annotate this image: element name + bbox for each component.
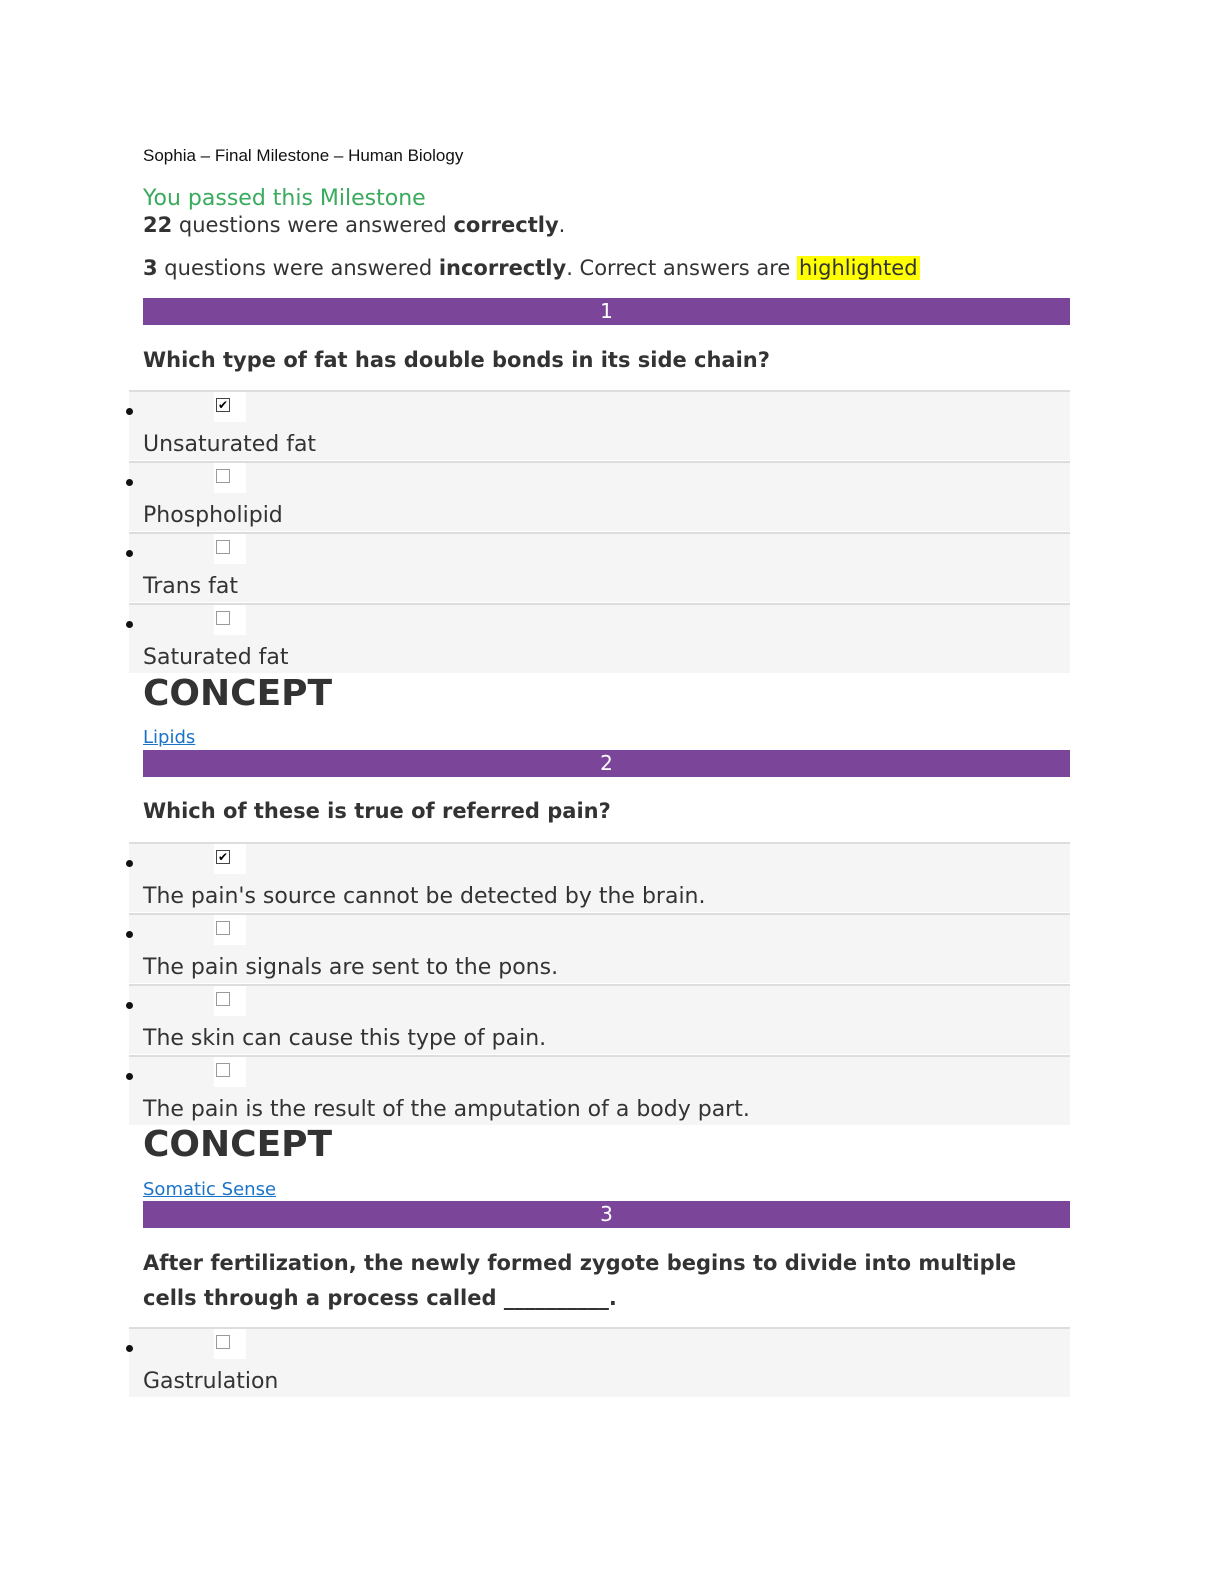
question-number-bar: 3 — [143, 1201, 1070, 1228]
option-label: The pain is the result of the amputation of a body part. — [143, 1097, 750, 1122]
answer-option[interactable] — [129, 461, 1070, 531]
incorrect-mid-text: questions were answered — [157, 256, 439, 280]
checkbox-icon[interactable] — [216, 540, 230, 554]
question-number-bar: 2 — [143, 750, 1070, 777]
answer-option[interactable] — [129, 532, 1070, 602]
bullet-icon — [126, 860, 133, 867]
question-text: Which of these is true of referred pain? — [143, 799, 611, 823]
bullet-icon — [126, 1073, 133, 1080]
option-label: The pain's source cannot be detected by the brain. — [143, 884, 706, 909]
question-number-bar: 1 — [143, 298, 1070, 325]
bullet-icon — [126, 1345, 133, 1352]
correct-count: 22 — [143, 213, 173, 237]
option-label: The pain signals are sent to the pons. — [143, 955, 559, 980]
option-label: Gastrulation — [143, 1369, 279, 1394]
answer-option[interactable] — [129, 984, 1070, 1054]
concept-link-lipids[interactable]: Lipids — [143, 727, 196, 748]
checkbox-icon[interactable] — [216, 1063, 230, 1077]
concept-heading: CONCEPT — [143, 673, 333, 714]
bullet-icon — [126, 1002, 133, 1009]
incorrect-word: incorrectly — [438, 256, 567, 280]
document-title: Sophia – Final Milestone – Human Biology — [143, 146, 464, 165]
checkbox-icon[interactable] — [216, 992, 230, 1006]
answer-option[interactable] — [129, 603, 1070, 673]
passed-message: You passed this Milestone — [143, 186, 426, 211]
checkbox-icon[interactable] — [216, 1335, 230, 1349]
answer-option[interactable] — [129, 913, 1070, 983]
question-text: Which type of fat has double bonds in its side chain? — [143, 348, 770, 372]
checkbox-icon[interactable] — [216, 469, 230, 483]
checkbox-icon[interactable] — [216, 611, 230, 625]
answer-option[interactable] — [129, 1055, 1070, 1125]
incorrect-end-text: . Correct answers are — [566, 256, 797, 280]
checkbox-icon[interactable] — [216, 921, 230, 935]
answer-option[interactable] — [129, 1327, 1070, 1397]
option-label: Saturated fat — [143, 645, 289, 670]
option-label: The skin can cause this type of pain. — [143, 1026, 547, 1051]
checkbox-checked-icon[interactable]: ✔ — [217, 850, 229, 864]
answer-option[interactable] — [129, 390, 1070, 460]
option-label: Unsaturated fat — [143, 432, 317, 457]
bullet-icon — [126, 408, 133, 415]
option-label: Phospholipid — [143, 503, 283, 528]
answer-option[interactable] — [129, 842, 1070, 912]
bullet-icon — [126, 550, 133, 557]
bullet-icon — [126, 621, 133, 628]
correct-mid-text: questions were answered — [172, 213, 454, 237]
incorrect-count: 3 — [143, 256, 158, 280]
highlighted-word: highlighted — [798, 256, 918, 280]
question-text: After fertilization, the newly formed zygote begins to divide into multiple cells through a process called __________. — [143, 1251, 1017, 1310]
correct-word: correctly — [453, 213, 559, 237]
checkbox-checked-icon[interactable]: ✔ — [217, 398, 229, 412]
concept-link-somatic-sense[interactable]: Somatic Sense — [143, 1179, 277, 1200]
bullet-icon — [126, 931, 133, 938]
correct-summary — [143, 213, 565, 237]
correct-end-text: . — [558, 213, 566, 237]
concept-heading: CONCEPT — [143, 1124, 333, 1165]
bullet-icon — [126, 479, 133, 486]
option-label: Trans fat — [143, 574, 238, 599]
incorrect-summary — [143, 256, 920, 280]
